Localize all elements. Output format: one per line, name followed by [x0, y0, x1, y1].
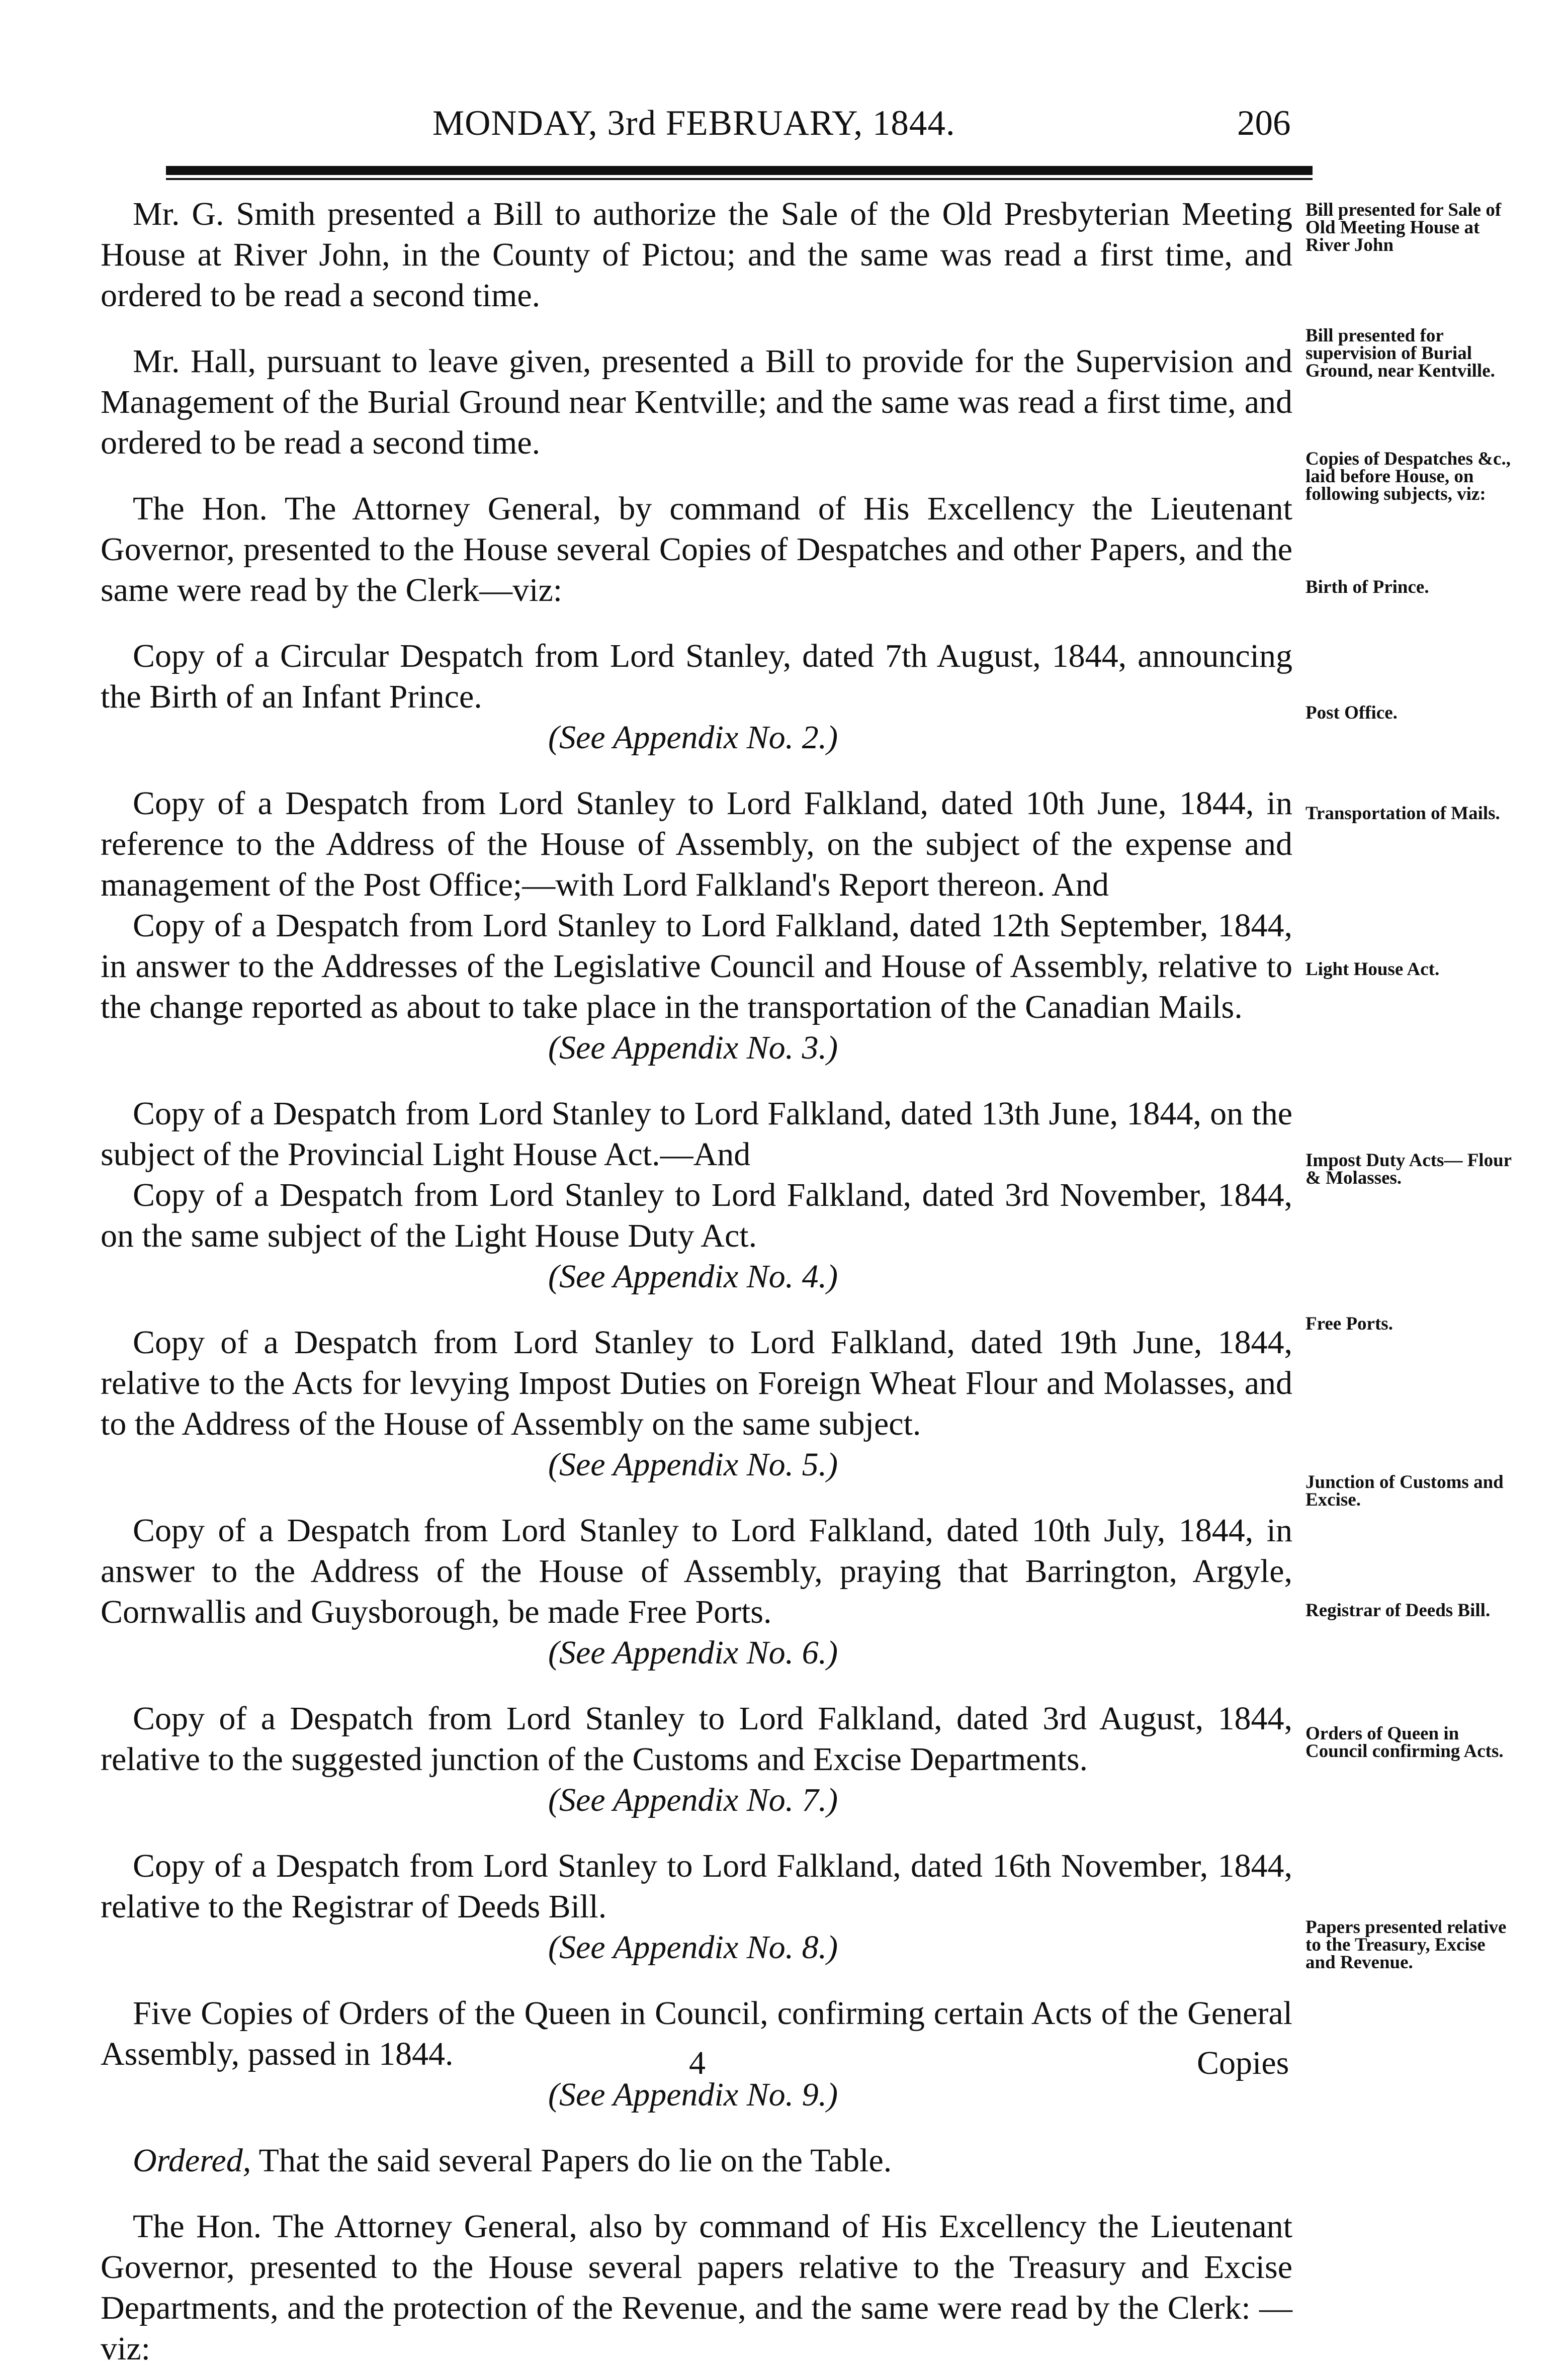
paragraph-smith-bill: Mr. G. Smith presented a Bill to authorize the Sale of the Old Presbyterian Meeting House at River John, in the County of Pictou; and the same was read a first time, and ordered to be read a second time. — [101, 196, 1292, 314]
margin-note-transportation-mails: Transportation of Mails. — [1305, 803, 1500, 824]
paragraph-treasury-excise-papers: The Hon. The Attorney General, also by command of His Excellency the Lieutenant Governor, presented to the House several papers relative to the Treasury and Excise Departments, and the protection of the Revenue, and the same were read by the Clerk: —viz: — [101, 2208, 1292, 2367]
margin-note-free-ports: Free Ports. — [1305, 1313, 1393, 1334]
appendix-ref-3: (See Appendix No. 3.) — [548, 1029, 838, 1066]
appendix-ref-6: (See Appendix No. 6.) — [548, 1634, 838, 1671]
margin-note-post-office: Post Office. — [1305, 703, 1398, 723]
signature-mark: 4 — [689, 2045, 706, 2081]
ordered-text: That the said several Papers do lie on the Table. — [251, 2142, 892, 2179]
appendix-ref-4: (See Appendix No. 4.) — [548, 1258, 838, 1295]
header-rule-thick — [166, 166, 1313, 175]
paragraph-orders-in-council: Five Copies of Orders of the Queen in Council, confirming certain Acts of the General Assembly, passed in 1844. — [101, 1995, 1292, 2072]
page-header-title: MONDAY, 3rd FEBRUARY, 1844. — [432, 104, 955, 143]
paragraph-post-office: Copy of a Despatch from Lord Stanley to Lord Falkland, dated 10th June, 1844, in reference to the Address of the House of Assembly, on the subject of the expense and management of the Post Office;—with Lord Falkland's Report thereon. And — [101, 785, 1292, 903]
margin-note-orders-queen: Orders of Queen in Council confirming Acts. — [1305, 1723, 1504, 1762]
margin-note-impost-duty-acts: Impost Duty Acts— Flour & Molasses. — [1305, 1150, 1512, 1188]
paragraph-attorney-general-despatches: The Hon. The Attorney General, by command of His Excellency the Lieutenant Governor, presented to the House several Copies of Despatches and other Papers, and the same were read by the Clerk—viz: — [101, 490, 1292, 608]
appendix-ref-9: (See Appendix No. 9.) — [548, 2076, 838, 2113]
paragraph-customs-excise: Copy of a Despatch from Lord Stanley to Lord Falkland, dated 3rd August, 1844, relative to the suggested junction of the Customs and Excise Departments. — [101, 1700, 1292, 1778]
document-body — [101, 194, 1292, 2369]
paragraph-hall-bill: Mr. Hall, pursuant to leave given, presented a Bill to provide for the Supervision and Management of the Burial Ground near Kentville; and the same was read a first time, and ordered to be read a second time. — [101, 343, 1292, 461]
margin-note-copies-despatches: Copies of Despatches &c., laid before House, on following subjects, viz: — [1305, 449, 1511, 504]
paragraph-light-house-duty-act: Copy of a Despatch from Lord Stanley to Lord Falkland, dated 3rd November, 1844, on the same subject of the Light House Duty Act. — [101, 1177, 1292, 1254]
appendix-ref-7: (See Appendix No. 7.) — [548, 1782, 838, 1818]
paragraph-light-house-act: Copy of a Despatch from Lord Stanley to Lord Falkland, dated 13th June, 1844, on the subject of the Provincial Light House Act.—And — [101, 1095, 1292, 1173]
paragraph-birth-of-prince: Copy of a Circular Despatch from Lord Stanley, dated 7th August, 1844, announcing the Birth of an Infant Prince. — [101, 638, 1292, 715]
paragraph-transportation-mails: Copy of a Despatch from Lord Stanley to Lord Falkland, dated 12th September, 1844, in answer to the Addresses of the Legislative Council and House of Assembly, relative to the change reported as about to take place in the transportation of the Canadian Mails. — [101, 907, 1292, 1025]
margin-note-sale-meeting-house: Bill presented for Sale of Old Meeting House at River John — [1305, 200, 1502, 255]
appendix-ref-8: (See Appendix No. 8.) — [548, 1929, 838, 1966]
margin-note-birth-of-prince: Birth of Prince. — [1305, 577, 1429, 597]
margin-note-burial-ground: Bill presented for supervision of Burial Ground, near Kentville. — [1305, 325, 1495, 381]
appendix-ref-5: (See Appendix No. 5.) — [548, 1446, 838, 1483]
margin-note-junction-customs: Junction of Customs and Excise. — [1305, 1472, 1504, 1510]
page-number: 206 — [1237, 104, 1291, 143]
ordered-label: Ordered, — [133, 2142, 251, 2179]
margin-note-light-house-act: Light House Act. — [1305, 959, 1440, 980]
margin-note-registrar-deeds: Registrar of Deeds Bill. — [1305, 1600, 1491, 1621]
paragraph-ordered-table — [101, 2140, 1292, 2181]
paragraph-registrar-deeds: Copy of a Despatch from Lord Stanley to Lord Falkland, dated 16th November, 1844, relative to the Registrar of Deeds Bill. — [101, 1848, 1292, 1925]
appendix-ref-2: (See Appendix No. 2.) — [548, 719, 838, 756]
paragraph-free-ports: Copy of a Despatch from Lord Stanley to Lord Falkland, dated 10th July, 1844, in answer to the Address of the House of Assembly, praying that Barrington, Argyle, Cornwallis and Guysborough, be made Free Ports. — [101, 1512, 1292, 1630]
paragraph-impost-duties: Copy of a Despatch from Lord Stanley to Lord Falkland, dated 19th June, 1844, relative to the Acts for levying Impost Duties on Foreign Wheat Flour and Molasses, and to the Address of the House of Assembly on the same subject. — [101, 1324, 1292, 1442]
catchword: Copies — [1197, 2045, 1289, 2081]
margin-note-treasury-papers: Papers presented relative to the Treasury, Excise and Revenue. — [1305, 1917, 1507, 1973]
header-rule-thin — [166, 178, 1313, 180]
